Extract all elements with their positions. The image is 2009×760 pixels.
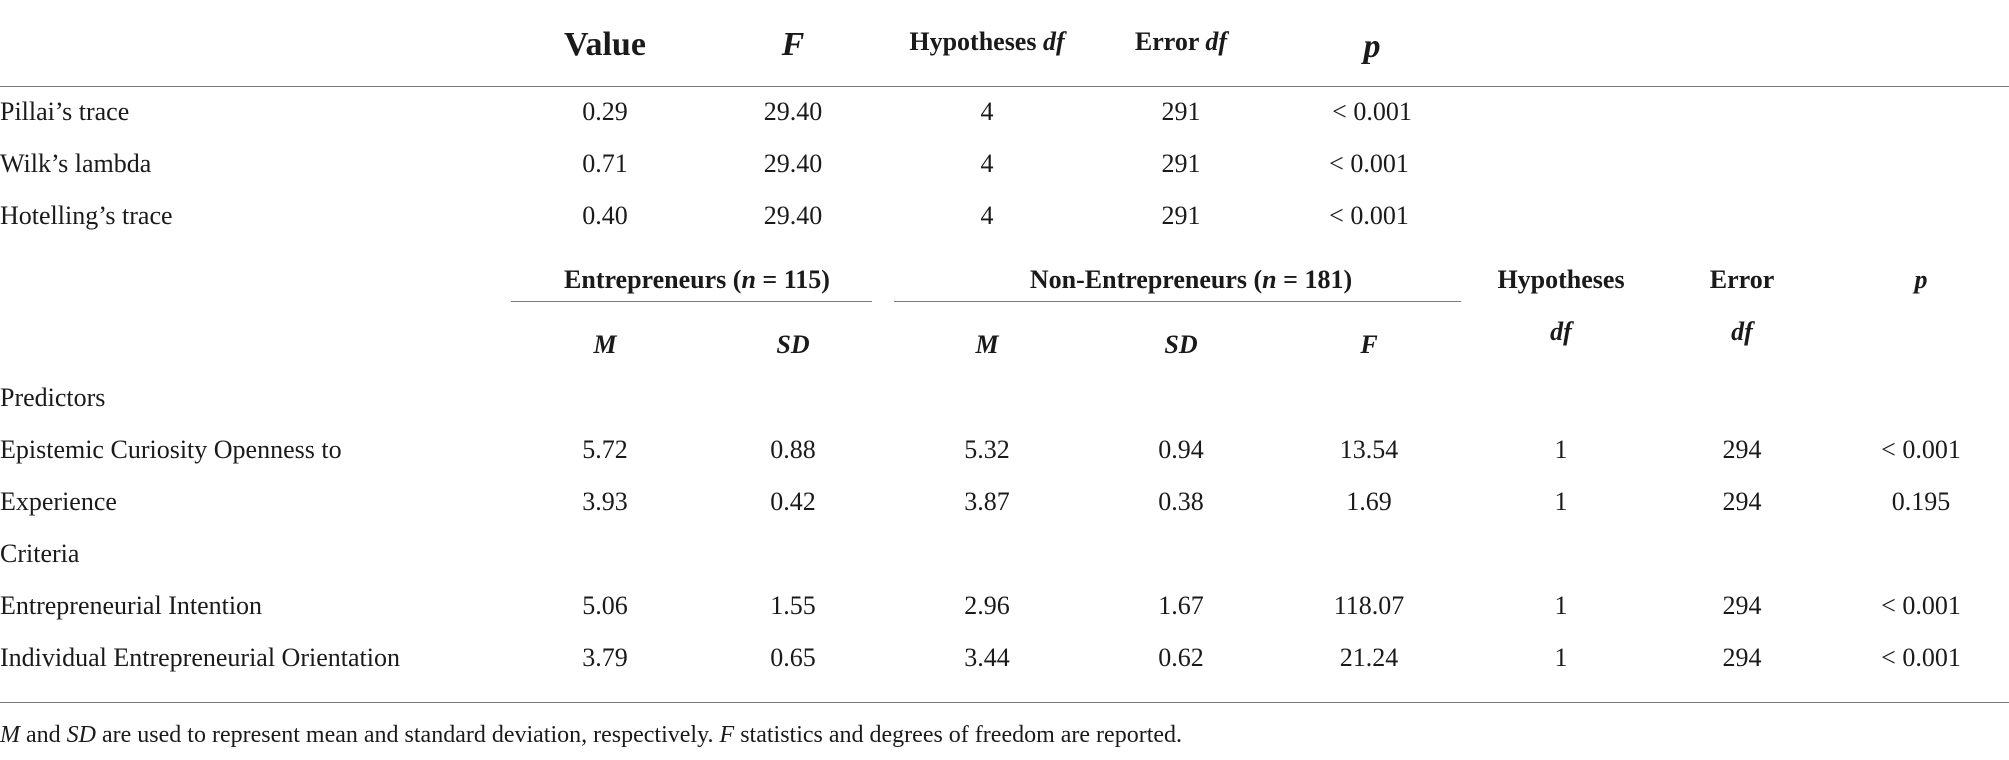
row-label: Hotelling’s trace bbox=[0, 201, 173, 230]
cell-error-df: 291 bbox=[1161, 149, 1201, 178]
cell-m1: 3.79 bbox=[582, 643, 628, 672]
bottom-rule bbox=[0, 702, 2009, 703]
row-label: Experience bbox=[0, 487, 117, 516]
subheader-f: F bbox=[1360, 330, 1378, 359]
cell-f: 13.54 bbox=[1339, 435, 1399, 464]
group-header-error: Error bbox=[1709, 265, 1775, 294]
row-label: Individual Entrepreneurial Orientation bbox=[0, 643, 400, 672]
header-error-df: Error df bbox=[1134, 27, 1228, 56]
row-label: Entrepreneurial Intention bbox=[0, 591, 263, 620]
cell-m1: 5.06 bbox=[582, 591, 628, 620]
header-hypotheses-df: Hypotheses df bbox=[909, 27, 1065, 56]
header-p: p bbox=[1363, 28, 1381, 65]
cell-hypotheses-df: 4 bbox=[980, 97, 994, 126]
cell-m2: 2.96 bbox=[964, 591, 1010, 620]
group-header-p: p bbox=[1914, 265, 1928, 294]
section-criteria: Criteria bbox=[0, 539, 80, 568]
cell-sd1: 0.65 bbox=[770, 643, 816, 672]
cell-hypotheses-df: 1 bbox=[1554, 643, 1568, 672]
subheader-m-entrepreneurs: M bbox=[593, 330, 617, 359]
cell-sd2: 0.94 bbox=[1158, 435, 1204, 464]
cell-error-df: 294 bbox=[1722, 487, 1762, 516]
cell-p: < 0.001 bbox=[1332, 97, 1412, 126]
cell-value: 0.40 bbox=[582, 201, 628, 230]
cell-error-df: 291 bbox=[1161, 201, 1201, 230]
subheader-hypotheses-df: df bbox=[1550, 317, 1572, 346]
table-footnote: M and SD are used to represent mean and standard deviation, respectively. F statistics and degrees of freedom are reported. bbox=[0, 722, 1183, 748]
non-entrepreneurs-rule bbox=[894, 301, 1461, 302]
group-header-entrepreneurs: Entrepreneurs (n = 115) bbox=[564, 265, 830, 294]
cell-m1: 5.72 bbox=[582, 435, 628, 464]
cell-p: 0.195 bbox=[1891, 487, 1951, 516]
cell-p: < 0.001 bbox=[1881, 643, 1961, 672]
cell-sd1: 1.55 bbox=[770, 591, 816, 620]
subheader-sd-entrepreneurs: SD bbox=[776, 330, 810, 359]
cell-f: 118.07 bbox=[1333, 591, 1405, 620]
cell-p: < 0.001 bbox=[1329, 201, 1409, 230]
cell-p: < 0.001 bbox=[1881, 435, 1961, 464]
subheader-error-df: df bbox=[1731, 317, 1753, 346]
cell-sd2: 1.67 bbox=[1158, 591, 1204, 620]
cell-hypotheses-df: 4 bbox=[980, 149, 994, 178]
cell-p: < 0.001 bbox=[1881, 591, 1961, 620]
header-value: Value bbox=[564, 26, 646, 63]
header-f: F bbox=[781, 26, 805, 63]
group-header-non-entrepreneurs: Non-Entrepreneurs (n = 181) bbox=[1029, 265, 1353, 294]
cell-hypotheses-df: 4 bbox=[980, 201, 994, 230]
cell-error-df: 294 bbox=[1722, 591, 1762, 620]
cell-f: 1.69 bbox=[1346, 487, 1392, 516]
cell-hypotheses-df: 1 bbox=[1554, 591, 1568, 620]
cell-hypotheses-df: 1 bbox=[1554, 487, 1568, 516]
cell-f: 29.40 bbox=[763, 149, 823, 178]
cell-m2: 3.44 bbox=[964, 643, 1010, 672]
cell-hypotheses-df: 1 bbox=[1554, 435, 1568, 464]
cell-error-df: 291 bbox=[1161, 97, 1201, 126]
subheader-sd-non-entrepreneurs: SD bbox=[1164, 330, 1198, 359]
cell-sd1: 0.42 bbox=[770, 487, 816, 516]
entrepreneurs-rule bbox=[511, 301, 872, 302]
header-rule bbox=[0, 86, 2009, 87]
cell-value: 0.71 bbox=[582, 149, 628, 178]
cell-m2: 5.32 bbox=[964, 435, 1010, 464]
group-header-hypotheses: Hypotheses bbox=[1497, 265, 1625, 294]
cell-f: 29.40 bbox=[763, 97, 823, 126]
cell-error-df: 294 bbox=[1722, 643, 1762, 672]
cell-p: < 0.001 bbox=[1329, 149, 1409, 178]
cell-error-df: 294 bbox=[1722, 435, 1762, 464]
row-label: Wilk’s lambda bbox=[0, 149, 152, 178]
cell-sd2: 0.38 bbox=[1158, 487, 1204, 516]
cell-sd1: 0.88 bbox=[770, 435, 816, 464]
cell-m2: 3.87 bbox=[964, 487, 1010, 516]
row-label: Pillai’s trace bbox=[0, 97, 130, 126]
cell-f: 29.40 bbox=[763, 201, 823, 230]
cell-f: 21.24 bbox=[1339, 643, 1399, 672]
section-predictors: Predictors bbox=[0, 383, 106, 412]
cell-sd2: 0.62 bbox=[1158, 643, 1204, 672]
cell-m1: 3.93 bbox=[582, 487, 628, 516]
cell-value: 0.29 bbox=[582, 97, 628, 126]
subheader-m-non-entrepreneurs: M bbox=[975, 330, 999, 359]
row-label: Epistemic Curiosity Openness to bbox=[0, 435, 342, 464]
